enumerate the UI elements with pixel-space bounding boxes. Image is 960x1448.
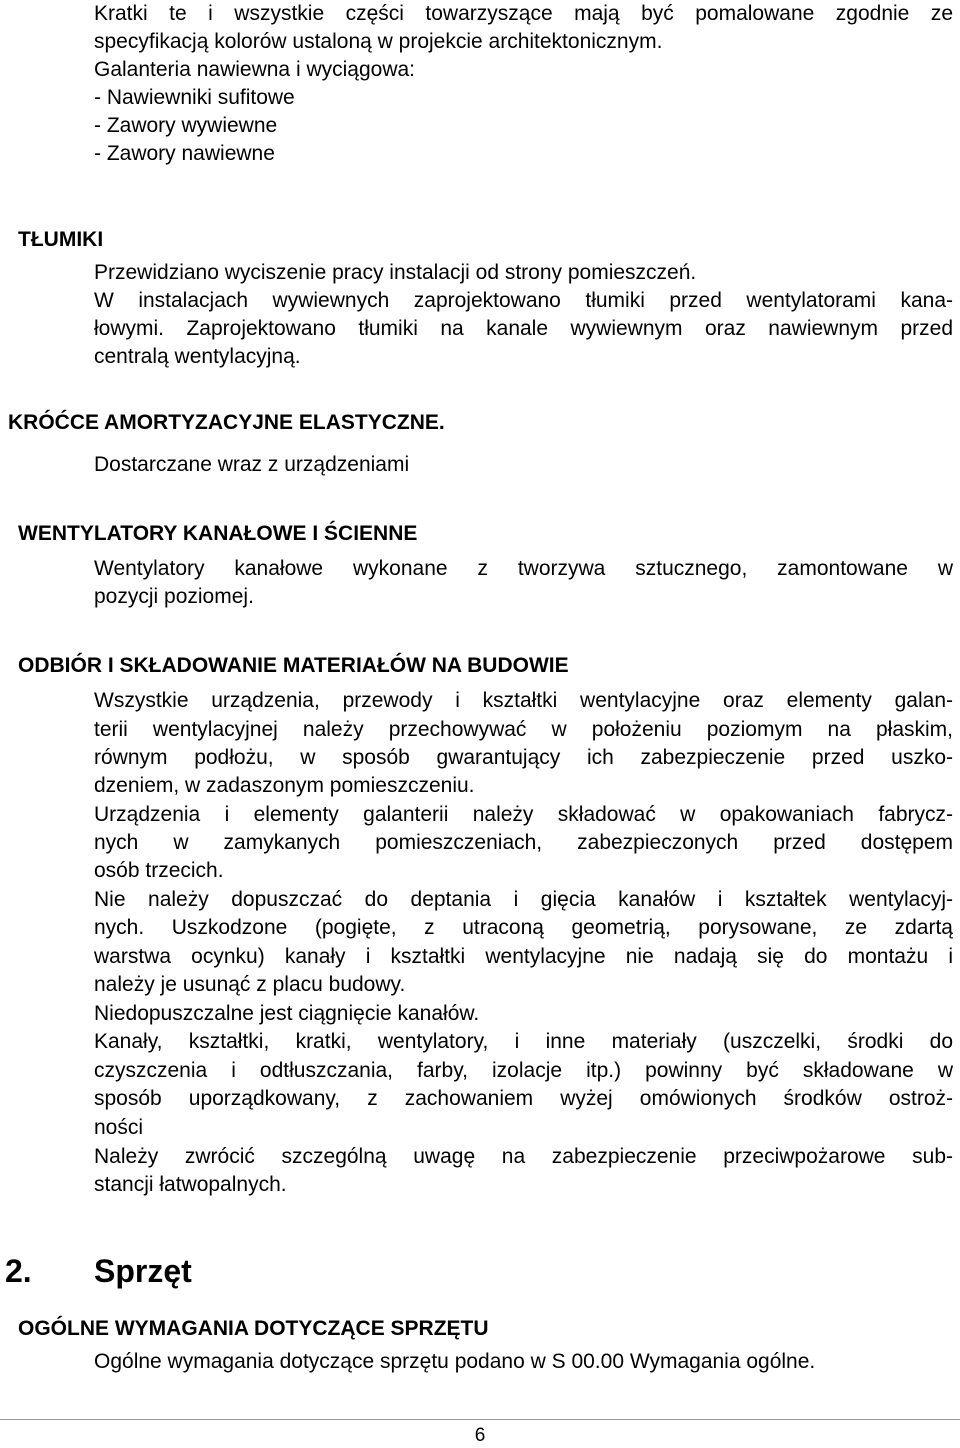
paragraph-line: sposób uporządkowany, z zachowaniem wyżej omówionych środków ostroż- bbox=[94, 1087, 953, 1110]
section-heading-ogolne: OGÓLNE WYMAGANIA DOTYCZĄCE SPRZĘTU bbox=[18, 1317, 489, 1340]
intro-line: Kratki te i wszystkie części towarzyszące mają być pomalowane zgodnie ze bbox=[94, 2, 953, 25]
paragraph-line: Ogólne wymagania dotyczące sprzętu podano w S 00.00 Wymagania ogólne. bbox=[94, 1350, 816, 1373]
paragraph-line: nych. Uszkodzone (pogięte, z utraconą geometrią, porysowane, ze zdartą bbox=[94, 916, 953, 939]
paragraph-line: ności bbox=[94, 1116, 144, 1139]
paragraph-line: Przewidziano wyciszenie pracy instalacji od strony pomieszczeń. bbox=[94, 261, 697, 284]
paragraph-line: Wentylatory kanałowe wykonane z tworzywa sztucznego, zamontowane w bbox=[94, 557, 953, 580]
paragraph-line: Niedopuszczalne jest ciągnięcie kanałów. bbox=[94, 1002, 480, 1025]
paragraph-line: czyszczenia i odtłuszczania, farby, izolacje itp.) powinny być składowane w bbox=[94, 1059, 953, 1082]
paragraph-line: dzeniem, w zadaszonym pomieszczeniu. bbox=[94, 774, 475, 797]
section-number: 2. bbox=[5, 1253, 32, 1289]
paragraph-line: nych w zamykanych pomieszczeniach, zabezpieczonych przed dostępem bbox=[94, 831, 953, 854]
paragraph-line: pozycji poziomej. bbox=[94, 585, 254, 608]
paragraph-line: należy je usunąć z placu budowy. bbox=[94, 973, 406, 996]
paragraph-line: osób trzecich. bbox=[94, 859, 224, 882]
paragraph-line: Urządzenia i elementy galanterii należy składować w opakowaniach fabrycz- bbox=[94, 803, 953, 826]
page-number: 6 bbox=[474, 1425, 486, 1446]
intro-line: Galanteria nawiewna i wyciągowa: bbox=[94, 58, 415, 81]
paragraph-line: Kanały, kształtki, kratki, wentylatory, i inne materiały (uszczelki, środki do bbox=[94, 1030, 953, 1053]
section-heading-tlumiki: TŁUMIKI bbox=[18, 228, 104, 251]
footer-divider bbox=[0, 1419, 960, 1420]
paragraph-line: Dostarczane wraz z urządzeniami bbox=[94, 453, 410, 476]
paragraph-line: warstwa ocynku) kanały i kształtki wentylacyjne nie nadają się do montażu i bbox=[94, 945, 953, 968]
paragraph-line: równym podłożu, w sposób gwarantujący ich zabezpieczenie przed uszko- bbox=[94, 746, 953, 769]
paragraph-line: centralą wentylacyjną. bbox=[94, 345, 301, 368]
section-title: Sprzęt bbox=[94, 1253, 192, 1289]
paragraph-line: łowymi. Zaprojektowano tłumiki na kanale wywiewnym oraz nawiewnym przed bbox=[94, 317, 953, 340]
section-heading-odbior: ODBIÓR I SKŁADOWANIE MATERIAŁÓW NA BUDOWIE bbox=[18, 654, 569, 677]
paragraph-line: stancji łatwopalnych. bbox=[94, 1173, 287, 1196]
section-heading-wentylatory: WENTYLATORY KANAŁOWE I ŚCIENNE bbox=[18, 522, 418, 545]
list-item: - Zawory nawiewne bbox=[94, 142, 275, 165]
list-item: - Nawiewniki sufitowe bbox=[94, 86, 295, 109]
list-item: - Zawory wywiewne bbox=[94, 114, 278, 137]
section-heading-krocce: KRÓĆCE AMORTYZACYJNE ELASTYCZNE. bbox=[8, 411, 445, 434]
paragraph-line: Należy zwrócić szczególną uwagę na zabezpieczenie przeciwpożarowe sub- bbox=[94, 1145, 953, 1168]
paragraph-line: Nie należy dopuszczać do deptania i gięcia kanałów i kształtek wentylacyj- bbox=[94, 888, 953, 911]
paragraph-line: terii wentylacyjnej należy przechowywać w położeniu poziomym na płaskim, bbox=[94, 718, 953, 741]
intro-line: specyfikacją kolorów ustaloną w projekcie architektonicznym. bbox=[94, 30, 663, 53]
paragraph-line: Wszystkie urządzenia, przewody i kształtki wentylacyjne oraz elementy galan- bbox=[94, 689, 953, 712]
paragraph-line: W instalacjach wywiewnych zaprojektowano tłumiki przed wentylatorami kana- bbox=[94, 289, 953, 312]
